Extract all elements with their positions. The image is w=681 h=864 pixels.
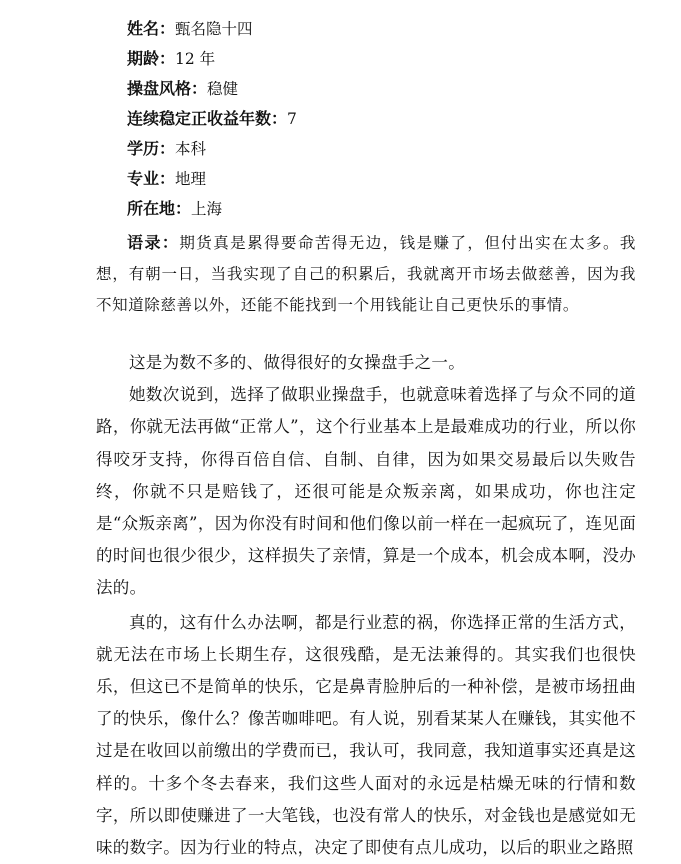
education-label: 学历： — [127, 139, 176, 158]
profile-age — [127, 44, 647, 74]
location-label: 所在地： — [127, 199, 192, 218]
profile-major — [127, 164, 647, 194]
paragraph: 这是为数不多的、做得很好的女操盘手之一。 — [129, 353, 465, 372]
profile-location — [127, 194, 647, 224]
style-label: 操盘风格： — [127, 79, 208, 98]
trader-profile — [127, 14, 647, 224]
age-label: 期龄： — [127, 49, 176, 68]
profile-style — [127, 74, 647, 104]
location-value: 上海 — [191, 200, 223, 218]
quote-text: 期货真是累得要命苦得无边，钱是赚了，但付出实在太多。我想，有朝一日，当我实现了自己的积累后，我就离开市场去做慈善，因为我不知道除慈善以外，还能不能找到一个用钱能让自己更快乐的事情。 — [96, 234, 636, 314]
major-label: 专业： — [127, 169, 176, 188]
style-value: 稳健 — [207, 80, 239, 98]
article-body — [96, 347, 636, 864]
name-label: 姓名： — [127, 19, 176, 38]
age-value: 12 年 — [175, 50, 216, 68]
trader-quote — [96, 227, 636, 321]
quote-label: 语录： — [127, 233, 180, 252]
profile-education — [127, 134, 647, 164]
paragraph: 真的，这有什么办法啊，都是行业惹的祸，你选择正常的生活方式，就无法在市场上长期生存，这很残酷，是无法兼得的。其实我们也很快乐，但这已不是简单的快乐，它是鼻青脸肿后的一种补偿，是被市场扭曲了的快乐，像什么？像苦咖啡吧。有人说，别看某某人在赚钱，其实他不过是在收回以前缴出的学费而已，我认可，我同意，我知道事实还真是这样的。十多个冬去春来，我们这些人面对的永远是枯燥无味的行情和数字，所以即使赚进了一大笔钱，也没有常人的快乐，对金钱也是感觉如无味的数字。因为行业的特点，决定了即使有点儿成功，以后的职业之路照 — [96, 612, 636, 858]
paragraph: 她数次说到，选择了做职业操盘手，也就意味着选择了与众不同的道路，你就无法再做“正常人”，这个行业基本上是最难成功的行业，所以你得咬牙支持，你得百倍自信、自制、自律，因为如果交易最后以失败告终，你就不只是赔钱了，还很可能是众叛亲离，如果成功，你也注定是“众叛亲离”，因为你没有时间和他们像以前一样在一起疯玩了，连见面的时间也很少很少，这样损失了亲情，算是一个成本，机会成本啊，没办法的。 — [96, 385, 636, 598]
education-value: 本科 — [175, 140, 207, 158]
profile-name — [127, 14, 647, 44]
major-value: 地理 — [175, 170, 207, 188]
profile-years — [127, 104, 647, 134]
years-value: 7 — [287, 110, 297, 128]
years-label: 连续稳定正收益年数： — [127, 109, 288, 128]
name-value: 甄名隐十四 — [175, 20, 253, 38]
